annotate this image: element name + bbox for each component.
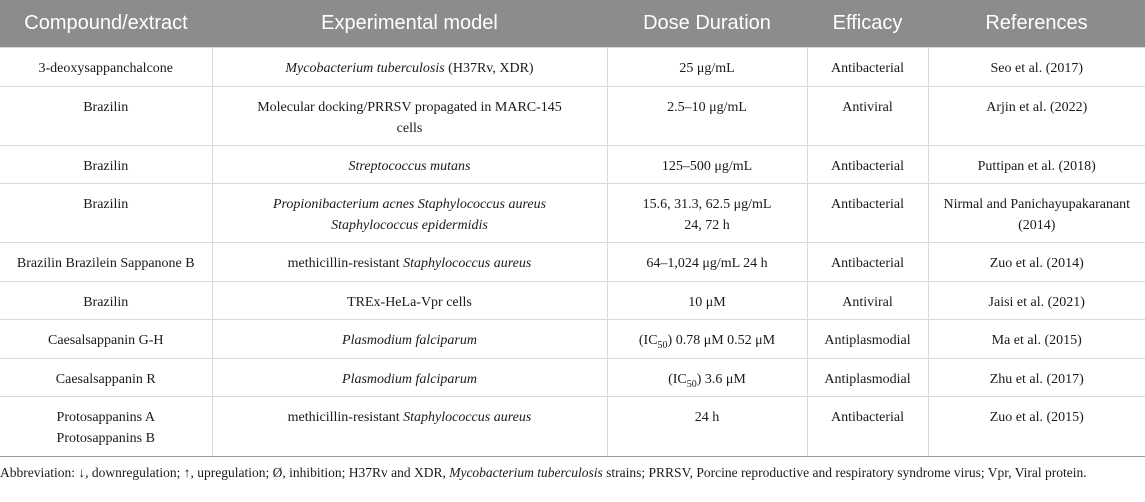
reference-cell: Seo et al. (2017) bbox=[928, 48, 1145, 87]
reference-cell: Arjin et al. (2022) bbox=[928, 87, 1145, 146]
header-references: References bbox=[928, 0, 1145, 48]
model-cell: Streptococcus mutans bbox=[212, 146, 607, 184]
table-row bbox=[0, 146, 1145, 184]
model-cell: Plasmodium falciparum bbox=[212, 320, 607, 359]
model-cell: Plasmodium falciparum bbox=[212, 359, 607, 397]
dose-cell: 2.5–10 μg/mL bbox=[607, 87, 807, 146]
reference-cell: Nirmal and Panichayupakaranant (2014) bbox=[928, 184, 1145, 243]
header-efficacy: Efficacy bbox=[807, 0, 928, 48]
efficacy-cell: Antibacterial bbox=[807, 48, 928, 87]
dose-cell: $(IC_{50})$ 0.78 μM 0.52 μM bbox=[607, 320, 807, 359]
table-row bbox=[0, 282, 1145, 320]
efficacy-cell: Antibacterial bbox=[807, 397, 928, 457]
table-row bbox=[0, 184, 1145, 243]
table-row bbox=[0, 87, 1145, 146]
table-row bbox=[0, 397, 1145, 457]
model-cell: Propionibacterium acnes Staphylococcus aureus Staphylococcus epidermidis bbox=[212, 184, 607, 243]
compound-cell: Brazilin bbox=[0, 87, 212, 146]
reference-cell: Zhu et al. (2017) bbox=[928, 359, 1145, 397]
dose-cell: 64–1,024 μg/mL 24 h bbox=[607, 243, 807, 282]
compound-cell: Caesalsappanin G-H bbox=[0, 320, 212, 359]
reference-cell: Zuo et al. (2015) bbox=[928, 397, 1145, 457]
dose-cell: 25 μg/mL bbox=[607, 48, 807, 87]
reference-cell: Puttipan et al. (2018) bbox=[928, 146, 1145, 184]
compound-cell: Brazilin Brazilein Sappanone B bbox=[0, 243, 212, 282]
header-model: Experimental model bbox=[212, 0, 607, 48]
reference-cell: Ma et al. (2015) bbox=[928, 320, 1145, 359]
dose-cell: 15.6, 31.3, 62.5 μg/mL 24, 72 h bbox=[607, 184, 807, 243]
compound-cell: Brazilin bbox=[0, 146, 212, 184]
dose-cell: 24 h bbox=[607, 397, 807, 457]
efficacy-cell: Antibacterial bbox=[807, 184, 928, 243]
table-row bbox=[0, 320, 1145, 359]
table-body bbox=[0, 48, 1145, 457]
model-cell: TREx-HeLa-Vpr cells bbox=[212, 282, 607, 320]
compound-cell: Protosappanins A Protosappanins B bbox=[0, 397, 212, 457]
model-cell: Molecular docking/PRRSV propagated in MARC-145 cells bbox=[212, 87, 607, 146]
model-cell: Mycobacterium tuberculosis (H37Rv, XDR) bbox=[212, 48, 607, 87]
header-dose: Dose Duration bbox=[607, 0, 807, 48]
dose-cell: 10 μM bbox=[607, 282, 807, 320]
compound-cell: Brazilin bbox=[0, 184, 212, 243]
dose-cell: 125–500 μg/mL bbox=[607, 146, 807, 184]
table-row bbox=[0, 48, 1145, 87]
table-row bbox=[0, 243, 1145, 282]
efficacy-cell: Antiviral bbox=[807, 87, 928, 146]
reference-cell: Zuo et al. (2014) bbox=[928, 243, 1145, 282]
efficacy-cell: Antiviral bbox=[807, 282, 928, 320]
efficacy-cell: Antibacterial bbox=[807, 146, 928, 184]
reference-cell: Jaisi et al. (2021) bbox=[928, 282, 1145, 320]
compound-cell: Caesalsappanin R bbox=[0, 359, 212, 397]
table-header bbox=[0, 0, 1145, 48]
efficacy-cell: Antibacterial bbox=[807, 243, 928, 282]
header-compound: Compound/extract bbox=[0, 0, 212, 48]
efficacy-cell: Antiplasmodial bbox=[807, 320, 928, 359]
table-row bbox=[0, 359, 1145, 397]
efficacy-cell: Antiplasmodial bbox=[807, 359, 928, 397]
model-cell: methicillin-resistant Staphylococcus aureus bbox=[212, 397, 607, 457]
model-cell: methicillin-resistant Staphylococcus aureus bbox=[212, 243, 607, 282]
table-caption: Abbreviation: ↓, downregulation; ↑, upregulation; Ø, inhibition; H37Rv and XDR, Mycobacterium tuberculosis strains; PRRSV, Porcine reproductive and respiratory syndrome virus; Vpr, Viral protein. bbox=[0, 465, 1087, 480]
compound-cell: Brazilin bbox=[0, 282, 212, 320]
dose-cell: $(IC_{50})$ 3.6 μM bbox=[607, 359, 807, 397]
compound-cell: 3-deoxysappanchalcone bbox=[0, 48, 212, 87]
